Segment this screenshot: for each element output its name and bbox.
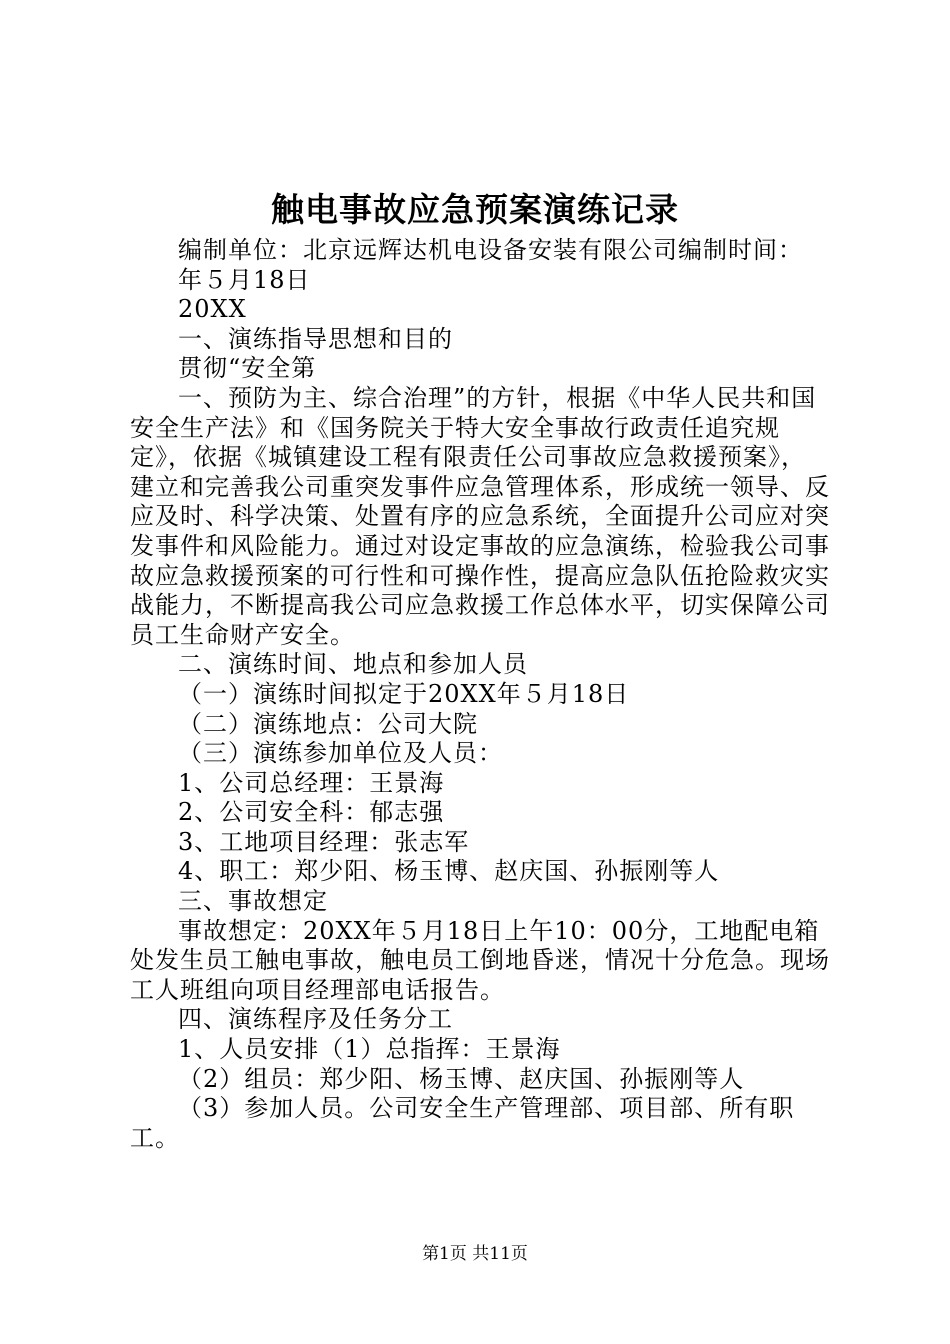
- document-title: 触电事故应急预案演练记录: [271, 190, 679, 229]
- paragraph-implement: 贯彻“安全第: [178, 354, 317, 383]
- list-item-commander: 1、人员安排（1）总指挥：王景海: [178, 1035, 561, 1064]
- list-item-attendees: （3）参加人员。公司安全生产管理部、项目部、所有职工。: [130, 1094, 795, 1152]
- list-item-manager: 1、公司总经理：王景海: [178, 768, 445, 797]
- paragraph-drill-place: （二）演练地点：公司大院: [178, 709, 478, 738]
- heading-section-4: 四、演练程序及任务分工: [178, 1005, 453, 1034]
- heading-section-1: 一、演练指导思想和目的: [178, 324, 453, 353]
- heading-section-3: 三、事故想定: [178, 887, 328, 916]
- paragraph-date: 年５月18日: [178, 265, 311, 294]
- paragraph-purpose: 一、预防为主、综合治理”的方针，根据《中华人民共和国安全生产法》和《国务院关于特大安全事故行政责任追究规定》，依据《城镇建设工程有限责任公司事故应急救援预案》，建立和完善我公司重突发事件应急管理体系，形成统一领导、反应及时、科学决策、处置有序的应急系统，全面提升公司应对突发事件和风险能力。通过对设定事故的应急演练，检验我公司事故应急救援预案的可行性和可操作性，提高应急队伍抢险救灾实战能力，不断提高我公司应急救援工作总体水平，切实保障公司员工生命财产安全。: [130, 383, 830, 649]
- list-item-safety: 2、公司安全科：郁志强: [178, 798, 445, 827]
- paragraph-year: 20XX: [178, 295, 247, 324]
- list-item-project-manager: 3、工地项目经理：张志军: [178, 827, 470, 856]
- paragraph-drill-time: （一）演练时间拟定于20XX年５月18日: [178, 679, 630, 708]
- paragraph-drill-participants: （三）演练参加单位及人员：: [178, 739, 503, 768]
- list-item-staff: 4、职工：郑少阳、杨玉博、赵庆国、孙振刚等人: [178, 857, 720, 886]
- heading-section-2: 二、演练时间、地点和参加人员: [178, 650, 528, 679]
- document-body: [130, 236, 830, 1153]
- page-footer: 第1页 共11页: [422, 1244, 528, 1264]
- list-item-members: （2）组员：郑少阳、杨玉博、赵庆国、孙振刚等人: [178, 1064, 745, 1093]
- paragraph-scenario: 事故想定：20XX年５月18日上午10：00分，工地配电箱处发生员工触电事故，触电员工倒地昏迷，情况十分危急。现场工人班组向项目经理部电话报告。: [130, 916, 830, 1004]
- paragraph-compiler: 编制单位：北京远辉达机电设备安装有限公司编制时间：: [178, 236, 803, 264]
